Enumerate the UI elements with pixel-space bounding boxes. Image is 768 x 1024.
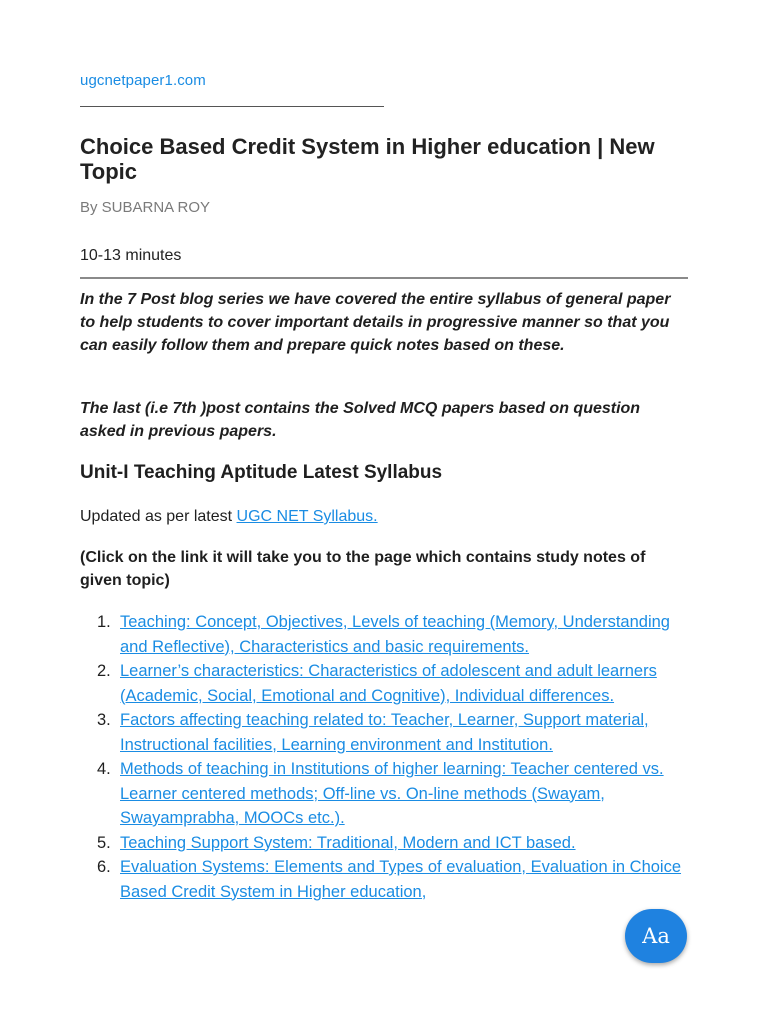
list-number: 3. [97,711,111,729]
site-divider [80,106,384,107]
intro-paragraph-2: The last (i.e 7th )post contains the Solved MCQ papers based on question asked in previous papers. [80,400,641,440]
list-number: 4. [97,760,111,778]
topic-link[interactable]: Evaluation Systems: Elements and Types of evaluation, Evaluation in Choice Based Credit System in Higher education, [120,858,682,901]
click-note: (Click on the link it will take you to the page which contains study notes of given topic) [80,549,646,589]
list-number: 5. [97,833,111,852]
topic-link[interactable]: Learner’s characteristics: Characteristics of adolescent and adult learners (Academic, Social, Emotional and Cognitive), Individual differences. [120,662,657,705]
site-link[interactable]: ugcnetpaper1.com [80,72,206,89]
list-number: 1. [97,613,111,631]
list-item [80,708,688,757]
list-item [80,855,688,904]
syllabus-link[interactable]: UGC NET Syllabus. [236,508,378,525]
list-item [80,659,688,708]
list-item [80,610,688,659]
list-item [80,831,688,856]
section-heading: Unit-I Teaching Aptitude Latest Syllabus [80,462,443,483]
list-item [80,757,688,831]
topic-list [80,610,688,904]
topic-link[interactable]: Teaching: Concept, Objectives, Levels of teaching (Memory, Understanding and Reflective), Characteristics and basic requirements. [120,613,670,656]
list-number: 2. [97,662,111,680]
topic-link[interactable]: Methods of teaching in Institutions of higher learning: Teacher centered vs. Learner centered methods; Off-line vs. On-line methods (Swayam, Swayamprabha, MOOCs etc.). [120,760,664,827]
article-byline: By SUBARNA ROY [80,199,211,216]
list-number: 6. [97,858,111,876]
topic-link[interactable]: Factors affecting teaching related to: Teacher, Learner, Support material, Instructional facilities, Learning environment and Institution. [120,711,649,754]
font-settings-button[interactable]: Aa [625,909,687,963]
updated-prefix: Updated as per latest [80,508,237,525]
updated-line [80,506,378,528]
topic-link[interactable]: Teaching Support System: Traditional, Modern and ICT based. [120,833,576,852]
article-title: Choice Based Credit System in Higher education | New Topic [80,134,655,184]
read-time: 10-13 minutes [80,247,182,264]
header-divider [80,277,688,279]
intro-paragraph: In the 7 Post blog series we have covered the entire syllabus of general paper to help students to cover important details in progressive manner so that you can easily follow them and prepare quick notes based on these. [80,291,671,354]
